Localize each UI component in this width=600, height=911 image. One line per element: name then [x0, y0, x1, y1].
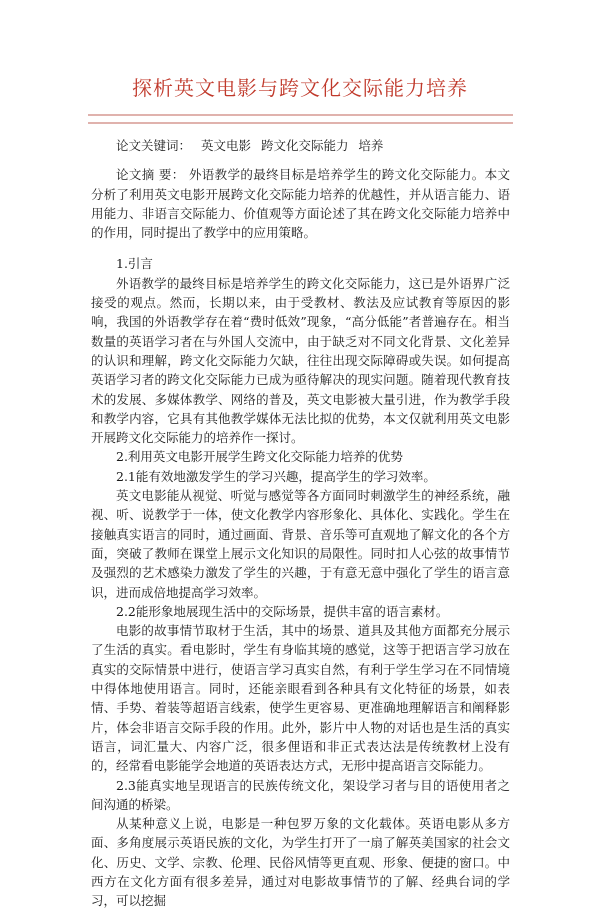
- section-heading-intro: 1.引言: [116, 256, 153, 272]
- subsection-heading-2-3: 2.3能真实地呈现语言的民族传统文化，架设学习者与目的语使用者之间沟通的桥梁。: [91, 777, 510, 812]
- paragraph-2-1: 英文电影能从视觉、听觉与感觉等各方面同时刺激学生的神经系统，融视、听、说教学于一体，使文化教学内容形象化、具体化、实践化。学生在接触真实语言的同时，通过画面、背景、音乐等可直观地了解文化的各个方面，突破了教师在课堂上展示文化知识的局限性。同时扣人心弦的故事情节及强烈的艺术感染力激发了学生的兴趣，于有意无意中强化了学生的语言意识，进而成倍地提高学习效率。: [91, 488, 510, 600]
- page-title: 探析英文电影与跨文化交际能力培养: [132, 76, 468, 100]
- document-body: [91, 136, 510, 911]
- intro-paragraph: 外语教学的最终目标是培养学生的跨文化交际能力，这已是外语界广泛接受的观点。然而，长期以来，由于受教材、教法及应试教育等原因的影响，我国的外语教学存在着“费时低效”现象，“高分低能”者普遍存在。相当数量的英语学习者在与外国人交流中，由于缺乏对不同文化背景、文化差异的认识和理解，跨文化交际能力欠缺，往往出现交际障碍或失误。如何提高英语学习者的跨文化交际能力已成为亟待解决的现实问题。随着现代教育技术的发展、多媒体教学、网络的普及，英文电影被大量引进，作为教学手段和教学内容，它具有其他教学媒体无法比拟的优势，本文仅就利用英文电影开展跨文化交际能力的培养作一探讨。: [91, 275, 510, 446]
- paragraph-2-2: 电影的故事情节取材于生活，其中的场景、道具及其他方面都充分展示了生活的真实。看电影时，学生有身临其境的感觉，这等于把语言学习放在真实的交际情景中进行，使语言学习真实自然，有利于学生学习在不同情境中得体地使用语言。同时，还能亲眼看到各种具有文化特征的场景，如表情、手势、着装等超语言线索，使学生更容易、更准确地理解语言和阐释影片，体会非语言交际手段的作用。此外，影片中人物的对话也是生活的真实语言，词汇量大、内容广泛，很多俚语和非正式表达法是传统教材上没有的，经常看电影能学会地道的英语表达方式，无形中提高语言交际能力。: [91, 623, 510, 774]
- subsection-heading-2-2: 2.2能形象地展现生活中的交际场景，提供丰富的语言素材。: [116, 603, 449, 619]
- subsection-heading-2-1: 2.1能有效地激发学生的学习兴趣，提高学生的学习效率。: [116, 468, 436, 484]
- keywords-line: 论文关键词： 英文电影 跨文化交际能力 培养: [116, 138, 384, 153]
- paragraph-2-3: 从某种意义上说，电影是一种包罗万象的文化载体。英语电影从多方面、多角度展示英语民族的文化，为学生打开了一扇了解英美国家的社会文化、历史、文学、宗教、伦理、民俗风情等更直观、形象、便捷的窗口。中西方在文化方面有很多差异，通过对电影故事情节的了解、经典台词的学习，可以挖掘: [91, 816, 510, 909]
- abstract-paragraph: 论文摘 要： 外语教学的最终目标是培养学生的跨文化交际能力。本文分析了利用英文电影开展跨文化交际能力培养的优越性，并从语言能力、语用能力、非语言交际能力、价值观等方面论述了其在跨文化交际能力培养中的作用，同时提出了教学中的应用策略。: [91, 167, 510, 241]
- section-heading-advantages: 2.利用英文电影开展学生跨文化交际能力培养的优势: [116, 449, 403, 465]
- title-divider: [88, 114, 513, 124]
